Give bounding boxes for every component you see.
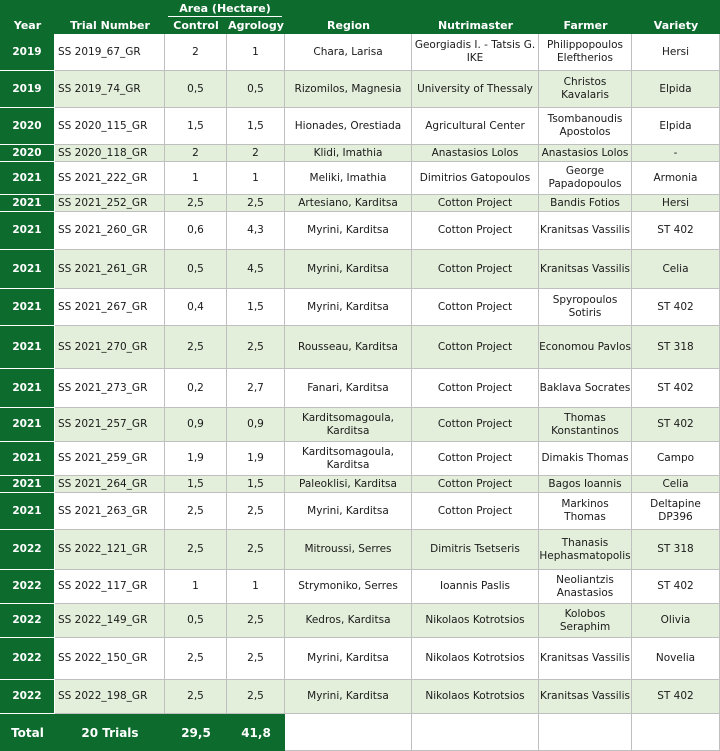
cell-nutrimaster: Cotton Project	[412, 476, 539, 493]
cell-agrology: 2,5	[227, 680, 285, 714]
cell-trial-number: SS 2022_198_GR	[55, 680, 165, 714]
cell-nutrimaster: Nikolaos Kotrotsios	[412, 638, 539, 680]
header-control: Control	[165, 17, 227, 34]
cell-farmer: George Papadopoulos	[539, 162, 632, 195]
cell-agrology: 2,5	[227, 530, 285, 570]
cell-trial-number: SS 2021_260_GR	[55, 212, 165, 250]
cell-control: 2,5	[165, 638, 227, 680]
cell-agrology: 1,9	[227, 442, 285, 476]
cell-control: 1,9	[165, 442, 227, 476]
cell-region: Karditsomagoula, Karditsa	[285, 442, 412, 476]
cell-year: 2021	[0, 250, 55, 289]
cell-variety: Campo	[632, 442, 720, 476]
cell-trial-number: SS 2021_252_GR	[55, 195, 165, 212]
cell-variety: Hersi	[632, 34, 720, 71]
cell-year: 2021	[0, 195, 55, 212]
cell-region: Rizomilos, Magnesia	[285, 71, 412, 108]
cell-trial-number: SS 2021_264_GR	[55, 476, 165, 493]
cell-farmer: Thanasis Hephasmatopolis	[539, 530, 632, 570]
header-year: Year	[0, 0, 55, 34]
cell-variety: ST 402	[632, 570, 720, 604]
cell-agrology: 0,5	[227, 71, 285, 108]
cell-control: 0,4	[165, 289, 227, 326]
cell-variety: -	[632, 145, 720, 162]
cell-control: 1	[165, 162, 227, 195]
cell-agrology: 2,7	[227, 369, 285, 408]
cell-trial-number: SS 2019_67_GR	[55, 34, 165, 71]
cell-control: 0,6	[165, 212, 227, 250]
cell-year: 2020	[0, 145, 55, 162]
cell-agrology: 1	[227, 162, 285, 195]
cell-farmer: Spyropoulos Sotiris	[539, 289, 632, 326]
cell-variety: Hersi	[632, 195, 720, 212]
header-agrology: Agrology	[228, 19, 284, 32]
cell-year: 2022	[0, 638, 55, 680]
cell-control: 1	[165, 570, 227, 604]
cell-nutrimaster: Agricultural Center	[412, 108, 539, 145]
cell-nutrimaster: Cotton Project	[412, 326, 539, 369]
cell-year: 2021	[0, 162, 55, 195]
cell-variety: Olivia	[632, 604, 720, 638]
cell-region: Myrini, Karditsa	[285, 289, 412, 326]
cell-variety: Elpida	[632, 108, 720, 145]
cell-nutrimaster: Nikolaos Kotrotsios	[412, 604, 539, 638]
cell-farmer: Kranitsas Vassilis	[539, 250, 632, 289]
cell-year: 2021	[0, 326, 55, 369]
cell-agrology: 1,5	[227, 108, 285, 145]
cell-farmer: Economou Pavlos	[539, 326, 632, 369]
cell-region: Chara, Larisa	[285, 34, 412, 71]
cell-nutrimaster: Cotton Project	[412, 442, 539, 476]
cell-trial-number: SS 2020_115_GR	[55, 108, 165, 145]
header-area-group: Area (Hectare)	[165, 0, 285, 17]
cell-region: Myrini, Karditsa	[285, 680, 412, 714]
cell-trial-number: SS 2021_261_GR	[55, 250, 165, 289]
cell-region: Hionades, Orestiada	[285, 108, 412, 145]
total-empty-region	[285, 714, 412, 751]
cell-nutrimaster: Ioannis Paslis	[412, 570, 539, 604]
cell-variety: ST 402	[632, 289, 720, 326]
cell-trial-number: SS 2021_270_GR	[55, 326, 165, 369]
cell-trial-number: SS 2022_117_GR	[55, 570, 165, 604]
cell-agrology: 0,9	[227, 408, 285, 442]
cell-farmer: Baklava Socrates	[539, 369, 632, 408]
cell-agrology: 2,5	[227, 638, 285, 680]
cell-trial-number: SS 2021_259_GR	[55, 442, 165, 476]
cell-agrology: 4,5	[227, 250, 285, 289]
cell-agrology: 2,5	[227, 493, 285, 530]
total-empty-farmer	[539, 714, 632, 751]
cell-control: 2,5	[165, 195, 227, 212]
cell-trial-number: SS 2022_121_GR	[55, 530, 165, 570]
cell-year: 2020	[0, 108, 55, 145]
total-empty-nutrimaster	[412, 714, 539, 751]
header-trial-number: Trial Number	[55, 0, 165, 34]
cell-variety: Deltapine DP396	[632, 493, 720, 530]
cell-nutrimaster: Cotton Project	[412, 212, 539, 250]
total-empty-variety	[632, 714, 720, 751]
cell-region: Rousseau, Karditsa	[285, 326, 412, 369]
cell-control: 2,5	[165, 493, 227, 530]
cell-trial-number: SS 2020_118_GR	[55, 145, 165, 162]
cell-trial-number: SS 2019_74_GR	[55, 71, 165, 108]
cell-control: 0,9	[165, 408, 227, 442]
cell-farmer: Christos Kavalaris	[539, 71, 632, 108]
cell-agrology: 2,5	[227, 604, 285, 638]
cell-year: 2019	[0, 71, 55, 108]
cell-year: 2021	[0, 369, 55, 408]
cell-year: 2022	[0, 604, 55, 638]
cell-nutrimaster: Cotton Project	[412, 250, 539, 289]
cell-region: Paleoklisi, Karditsa	[285, 476, 412, 493]
cell-region: Myrini, Karditsa	[285, 212, 412, 250]
cell-year: 2021	[0, 408, 55, 442]
header-farmer: Farmer	[539, 0, 632, 34]
cell-farmer: Neoliantzis Anastasios	[539, 570, 632, 604]
cell-agrology: 1	[227, 570, 285, 604]
cell-year: 2019	[0, 34, 55, 71]
cell-trial-number: SS 2021_267_GR	[55, 289, 165, 326]
cell-region: Strymoniko, Serres	[285, 570, 412, 604]
cell-nutrimaster: Dimitris Tsetseris	[412, 530, 539, 570]
total-trials: 20 Trials	[55, 714, 165, 751]
cell-agrology: 2	[227, 145, 285, 162]
cell-variety: ST 402	[632, 680, 720, 714]
cell-trial-number: SS 2021_273_GR	[55, 369, 165, 408]
cell-trial-number: SS 2021_257_GR	[55, 408, 165, 442]
cell-control: 1,5	[165, 108, 227, 145]
cell-farmer: Kranitsas Vassilis	[539, 680, 632, 714]
cell-agrology: 2,5	[227, 195, 285, 212]
cell-agrology: 4,3	[227, 212, 285, 250]
cell-nutrimaster: Dimitrios Gatopoulos	[412, 162, 539, 195]
cell-farmer: Kolobos Seraphim	[539, 604, 632, 638]
cell-region: Kedros, Karditsa	[285, 604, 412, 638]
cell-year: 2021	[0, 493, 55, 530]
cell-farmer: Kranitsas Vassilis	[539, 212, 632, 250]
cell-year: 2022	[0, 530, 55, 570]
cell-agrology: 1	[227, 34, 285, 71]
cell-farmer: Dimakis Thomas	[539, 442, 632, 476]
cell-nutrimaster: Anastasios Lolos	[412, 145, 539, 162]
cell-nutrimaster: Georgiadis I. - Tatsis G. IKE	[412, 34, 539, 71]
cell-nutrimaster: Cotton Project	[412, 408, 539, 442]
cell-control: 0,5	[165, 604, 227, 638]
cell-region: Mitroussi, Serres	[285, 530, 412, 570]
cell-variety: Celia	[632, 476, 720, 493]
cell-farmer: Tsombanoudis Apostolos	[539, 108, 632, 145]
cell-agrology: 2,5	[227, 326, 285, 369]
cell-variety: Novelia	[632, 638, 720, 680]
cell-farmer: Thomas Konstantinos	[539, 408, 632, 442]
cell-nutrimaster: Nikolaos Kotrotsios	[412, 680, 539, 714]
header-nutrimaster: Nutrimaster	[412, 0, 539, 34]
cell-control: 2	[165, 145, 227, 162]
cell-nutrimaster: Cotton Project	[412, 195, 539, 212]
cell-region: Myrini, Karditsa	[285, 250, 412, 289]
total-control: 29,5	[165, 714, 227, 751]
cell-variety: Celia	[632, 250, 720, 289]
cell-variety: ST 402	[632, 369, 720, 408]
cell-year: 2021	[0, 476, 55, 493]
cell-region: Fanari, Karditsa	[285, 369, 412, 408]
cell-nutrimaster: Cotton Project	[412, 289, 539, 326]
cell-nutrimaster: University of Thessaly	[412, 71, 539, 108]
cell-variety: Armonia	[632, 162, 720, 195]
cell-year: 2021	[0, 212, 55, 250]
cell-variety: ST 402	[632, 212, 720, 250]
cell-farmer: Philippopoulos Eleftherios	[539, 34, 632, 71]
cell-region: Klidi, Imathia	[285, 145, 412, 162]
cell-trial-number: SS 2022_149_GR	[55, 604, 165, 638]
cell-nutrimaster: Cotton Project	[412, 493, 539, 530]
cell-trial-number: SS 2022_150_GR	[55, 638, 165, 680]
cell-agrology: 1,5	[227, 289, 285, 326]
cell-farmer: Bagos Ioannis	[539, 476, 632, 493]
cell-control: 2,5	[165, 326, 227, 369]
cell-nutrimaster: Cotton Project	[412, 369, 539, 408]
cell-control: 2,5	[165, 680, 227, 714]
cell-farmer: Kranitsas Vassilis	[539, 638, 632, 680]
cell-year: 2021	[0, 442, 55, 476]
cell-region: Myrini, Karditsa	[285, 638, 412, 680]
cell-variety: ST 318	[632, 530, 720, 570]
cell-year: 2022	[0, 680, 55, 714]
cell-variety: ST 318	[632, 326, 720, 369]
cell-farmer: Bandis Fotios	[539, 195, 632, 212]
header-region: Region	[285, 0, 412, 34]
total-label: Total	[0, 714, 55, 751]
cell-farmer: Anastasios Lolos	[539, 145, 632, 162]
cell-trial-number: SS 2021_222_GR	[55, 162, 165, 195]
header-variety: Variety	[632, 0, 720, 34]
cell-farmer: Markinos Thomas	[539, 493, 632, 530]
cell-control: 2,5	[165, 530, 227, 570]
cell-year: 2022	[0, 570, 55, 604]
cell-trial-number: SS 2021_263_GR	[55, 493, 165, 530]
cell-region: Karditsomagoula, Karditsa	[285, 408, 412, 442]
cell-control: 2	[165, 34, 227, 71]
cell-region: Artesiano, Karditsa	[285, 195, 412, 212]
cell-control: 0,2	[165, 369, 227, 408]
cell-control: 0,5	[165, 71, 227, 108]
cell-agrology: 1,5	[227, 476, 285, 493]
cell-control: 1,5	[165, 476, 227, 493]
cell-region: Meliki, Imathia	[285, 162, 412, 195]
cell-control: 0,5	[165, 250, 227, 289]
cell-year: 2021	[0, 289, 55, 326]
total-agrology: 41,8	[227, 714, 285, 751]
cell-variety: ST 402	[632, 408, 720, 442]
cell-variety: Elpida	[632, 71, 720, 108]
cell-region: Myrini, Karditsa	[285, 493, 412, 530]
